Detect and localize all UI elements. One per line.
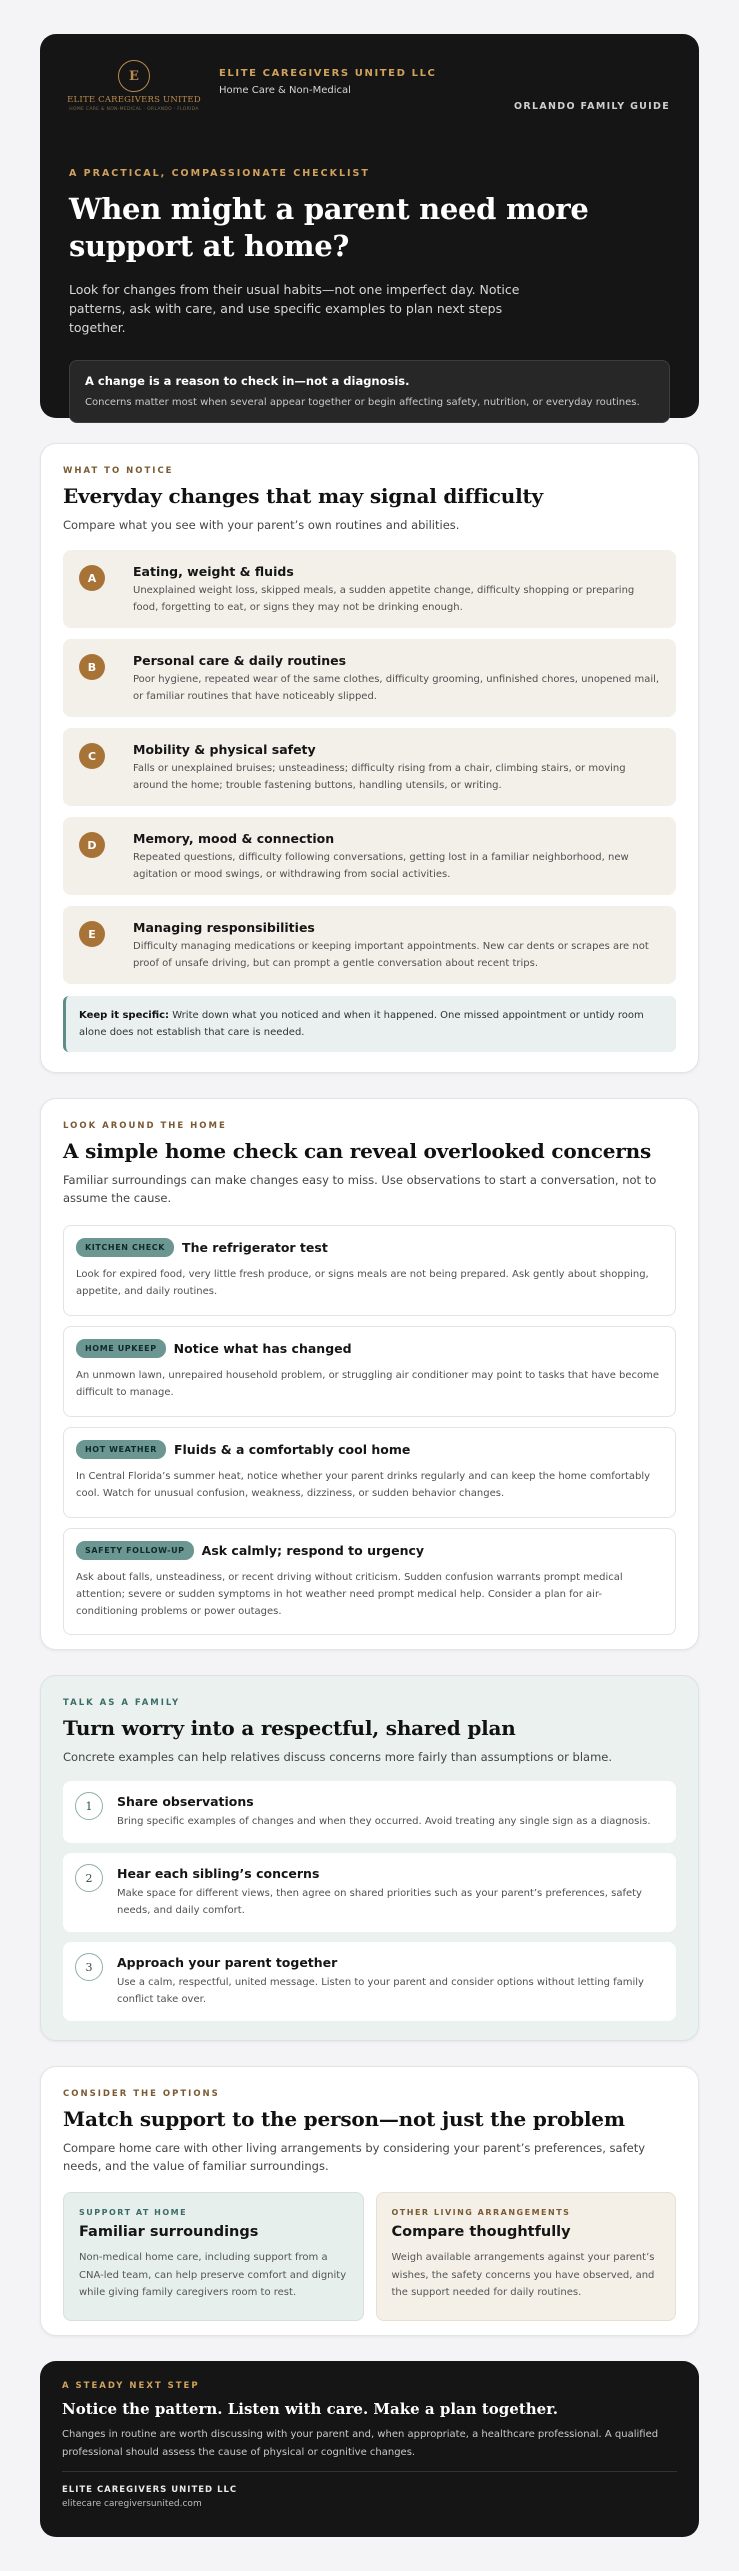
sign-text: Falls or unexplained bruises; unsteadiness; difficulty rising from a chair, climbing stairs, or moving around the home; trouble fastening buttons, handling utensils, or writing. <box>133 763 626 791</box>
category-chip: HOT WEATHER <box>76 1440 166 1459</box>
step-text: Bring specific examples of changes and when they occurred. Avoid treating any single sign as a diagnosis. <box>117 1816 651 1827</box>
sign-text: Poor hygiene, repeated wear of the same clothes, difficulty grooming, unfinished chores, unopened mail, or familiar routines that have noticeably slipped. <box>133 674 660 702</box>
step-text: Make space for different views, then agree on shared priorities such as your parent’s preferences, safety needs, and daily comfort. <box>117 1888 642 1916</box>
logo-monogram-icon: E <box>118 60 150 92</box>
steps-list <box>63 1781 676 2021</box>
footer-website-link[interactable]: elitecare caregiversunited.com <box>62 2499 202 2509</box>
step-number: 2 <box>75 1864 103 1892</box>
guide-label: ORLANDO FAMILY GUIDE <box>514 101 670 112</box>
list-item <box>63 1781 676 1843</box>
check-list <box>63 1225 676 1635</box>
hero-callout-text: Concerns matter most when several appear together or begin affecting safety, nutrition, or everyday routines. <box>85 397 640 408</box>
hero-callout <box>69 360 670 423</box>
options-grid <box>63 2192 676 2321</box>
section-eyebrow: TALK AS A FAMILY <box>63 1698 181 1708</box>
list-item <box>63 817 676 895</box>
option-text: Non-medical home care, including support from a CNA-led team, can help preserve comfort and dignity while giving family caregivers room to rest. <box>79 2252 347 2298</box>
check-text: Look for expired food, very little fresh produce, or signs meals are not being prepared. Ask gently about shopping, appetite, and daily routines. <box>76 1269 649 1297</box>
letter-badge: B <box>79 654 105 680</box>
list-item <box>63 1528 676 1635</box>
option-text: Weigh available arrangements against your parent’s wishes, the safety concerns you have observed, and the support needed for daily routines. <box>391 2252 655 2298</box>
step-title: Approach your parent together <box>117 1955 338 1970</box>
section-title: Turn worry into a respectful, shared plan <box>63 1716 516 1740</box>
sign-title: Managing responsibilities <box>133 920 315 935</box>
step-number: 3 <box>75 1953 103 1981</box>
hero-eyebrow: A PRACTICAL, COMPASSIONATE CHECKLIST <box>69 168 370 179</box>
footer-title: Notice the pattern. Listen with care. Make a plan together. <box>62 2400 558 2418</box>
section-title: Match support to the person—not just the problem <box>63 2107 625 2131</box>
sign-text: Repeated questions, difficulty following conversations, getting lost in a familiar neighborhood, new agitation or mood swings, or withdrawing from social activities. <box>133 852 629 880</box>
signs-list <box>63 550 676 984</box>
section-eyebrow: LOOK AROUND THE HOME <box>63 1121 227 1131</box>
option-eyebrow: SUPPORT AT HOME <box>79 2208 188 2217</box>
step-title: Share observations <box>117 1794 254 1809</box>
hero-banner <box>40 34 699 418</box>
tip-label: Keep it specific: <box>79 1010 170 1021</box>
brand-name: ELITE CAREGIVERS UNITED LLC <box>219 68 437 79</box>
section-lede: Compare what you see with your parent’s own routines and abilities. <box>63 518 460 532</box>
check-text: In Central Florida’s summer heat, notice whether your parent drinks regularly and can keep the home comfortably cool. Watch for unusual confusion, weakness, dizziness, or sudden behavior changes. <box>76 1471 651 1499</box>
letter-badge: E <box>79 921 105 947</box>
check-title: Ask calmly; respond to urgency <box>201 1543 425 1558</box>
home-support-card <box>63 2192 364 2321</box>
check-title: Fluids & a comfortably cool home <box>173 1442 411 1457</box>
list-item <box>63 1853 676 1932</box>
letter-badge: D <box>79 832 105 858</box>
page-title: When might a parent need more support at home? <box>69 192 589 263</box>
list-item <box>63 1225 676 1316</box>
step-text: Use a calm, respectful, united message. Listen to your parent and consider options without letting family conflict take over. <box>117 1977 644 2005</box>
list-item <box>63 728 676 806</box>
section-lede: Compare home care with other living arrangements by considering your parent’s preferences, safety needs, and the value of familiar surroundings. <box>63 2141 646 2173</box>
logo-tagline: HOME CARE & NON-MEDICAL · ORLANDO · FLORIDA <box>69 107 199 112</box>
sign-text: Difficulty managing medications or keeping important appointments. New car dents or scrapes are not proof of unsafe driving, but can prompt a gentle conversation about recent trips. <box>133 941 649 969</box>
check-text: Ask about falls, unsteadiness, or recent driving without criticism. Sudden confusion warrants prompt medical attention; severe or sudden symptoms in hot weather need prompt medical help. Consider a plan for air-conditioning problems or power outages. <box>76 1572 623 1617</box>
option-title: Compare thoughtfully <box>391 2224 571 2240</box>
tip-text: Write down what you noticed and when it happened. One missed appointment or untidy room alone does not establish that care is needed. <box>79 1010 644 1038</box>
sign-title: Personal care & daily routines <box>133 653 347 668</box>
section-lede: Familiar surroundings can make changes easy to miss. Use observations to start a conversation, not to assume the cause. <box>63 1173 657 1205</box>
hero-callout-title: A change is a reason to check in—not a diagnosis. <box>85 374 410 388</box>
footer-divider <box>62 2471 677 2472</box>
section-title: A simple home check can reveal overlooked concerns <box>63 1139 652 1163</box>
notice-section <box>40 443 699 1073</box>
option-title: Familiar surroundings <box>79 2224 259 2240</box>
list-item <box>63 550 676 628</box>
list-item <box>63 639 676 717</box>
step-number: 1 <box>75 1792 103 1820</box>
tip-callout <box>63 996 676 1052</box>
category-chip: KITCHEN CHECK <box>76 1238 174 1257</box>
check-title: The refrigerator test <box>182 1240 328 1255</box>
option-eyebrow: OTHER LIVING ARRANGEMENTS <box>391 2208 571 2217</box>
letter-badge: C <box>79 743 105 769</box>
brand-logo[interactable] <box>69 60 199 122</box>
options-section <box>40 2066 699 2336</box>
step-title: Hear each sibling’s concerns <box>117 1866 320 1881</box>
section-title: Everyday changes that may signal difficulty <box>63 484 543 508</box>
footer-text: Changes in routine are worth discussing with your parent and, when appropriate, a healthcare professional. A qualified professional should assess the cause of physical or cognitive changes. <box>62 2429 659 2458</box>
section-lede: Concrete examples can help relatives discuss concerns more fairly than assumptions or blame. <box>63 1750 613 1764</box>
letter-badge: A <box>79 565 105 591</box>
footer-eyebrow: A STEADY NEXT STEP <box>62 2381 200 2391</box>
list-item <box>63 1942 676 2021</box>
sign-text: Unexplained weight loss, skipped meals, a sudden appetite change, difficulty shopping or preparing food, forgetting to eat, or signs they may not be drinking enough. <box>133 585 635 613</box>
check-text: An unmown lawn, unrepaired household problem, or struggling air conditioner may point to tasks that have become difficult to manage. <box>76 1370 660 1398</box>
category-chip: SAFETY FOLLOW-UP <box>76 1541 194 1560</box>
sign-title: Memory, mood & connection <box>133 831 335 846</box>
list-item <box>63 1326 676 1417</box>
category-chip: HOME UPKEEP <box>76 1339 166 1358</box>
brand-subtitle: Home Care & Non-Medical <box>219 85 351 96</box>
list-item <box>63 906 676 984</box>
list-item <box>63 1427 676 1518</box>
sign-title: Mobility & physical safety <box>133 742 316 757</box>
logo-name: ELITE CAREGIVERS UNITED <box>67 95 201 105</box>
home-check-section <box>40 1098 699 1650</box>
section-eyebrow: WHAT TO NOTICE <box>63 466 174 476</box>
footer-brand: ELITE CAREGIVERS UNITED LLC <box>62 2485 238 2495</box>
other-arrangements-card <box>376 2192 677 2321</box>
sign-title: Eating, weight & fluids <box>133 564 294 579</box>
hero-lede: Look for changes from their usual habits—not one imperfect day. Notice patterns, ask with care, and use specific examples to plan next steps together. <box>69 282 520 335</box>
section-eyebrow: CONSIDER THE OPTIONS <box>63 2089 220 2099</box>
family-section <box>40 1675 699 2041</box>
check-title: Notice what has changed <box>173 1341 352 1356</box>
footer-banner <box>40 2361 699 2537</box>
